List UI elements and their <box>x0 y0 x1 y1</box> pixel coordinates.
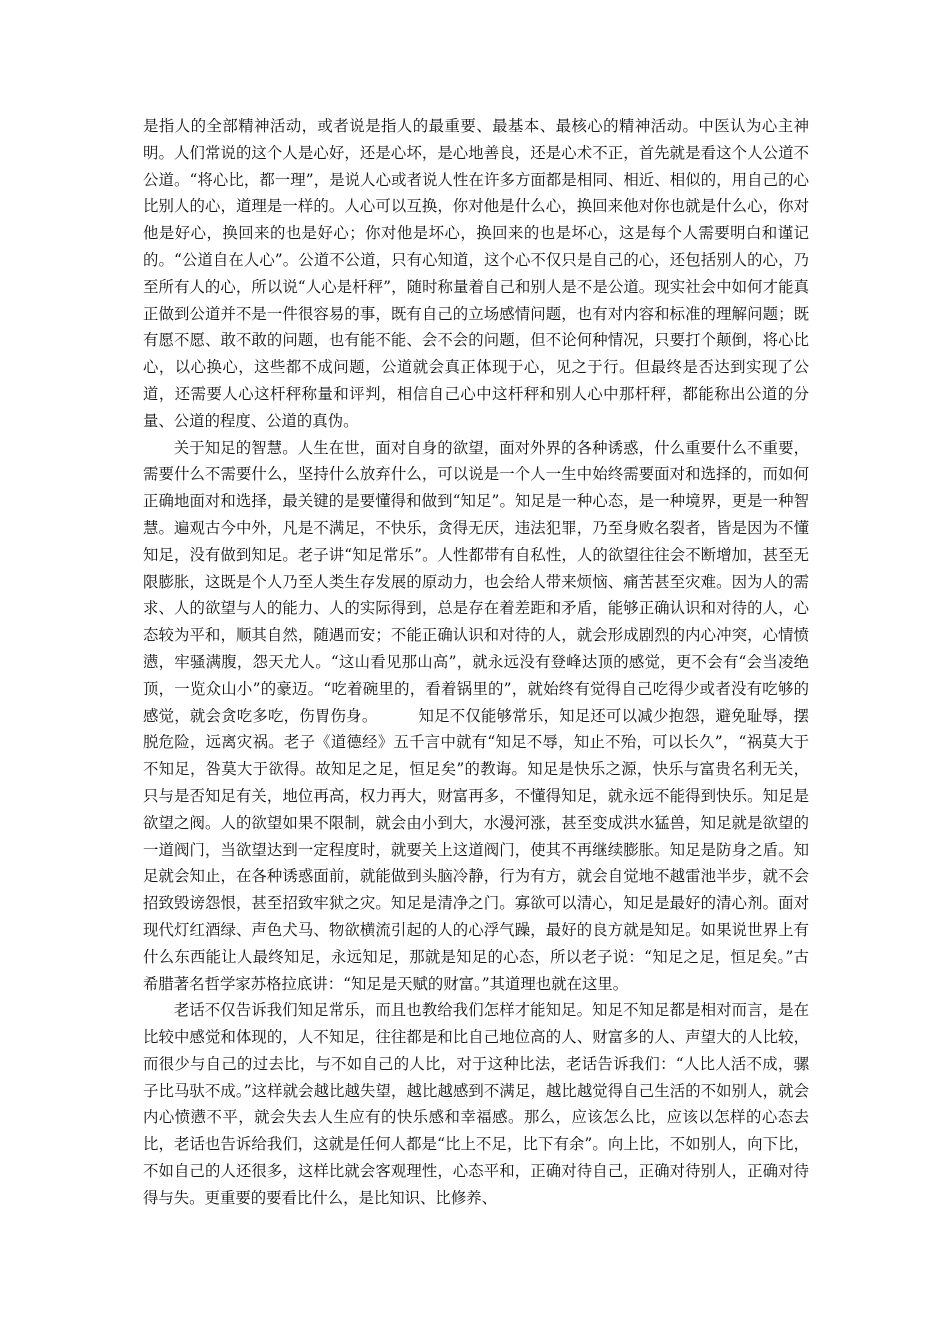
paragraph-gongdao: 是指人的全部精神活动，或者说是指人的最重要、最基本、最核心的精神活动。中医认为心主神明。人们常说的这个人是心好，还是心坏，是心地善良，还是心术不正，首先就是看这个人公道不公道。“将心比，都一理”，是说人心或者说人性在许多方面都是相同、相近、相似的，用自己的心比别人的心，道理是一样的。人心可以互换，你对他是什么心，换回来他对你也就是什么心，你对他是好心，换回来的也是好心；你对他是坏心，换回来的也是坏心，这是每个人需要明白和谨记的。“公道自在人心”。公道不公道，只有心知道，这个心不仅只是自己的心，还包括别人的心，乃至所有人的心，所以说“人心是杆秤”，随时称量着自己和别人是不是公道。现实社会中如何才能真正做到公道并不是一件很容易的事，既有自己的立场感情问题，也有对内容和标准的理解问题；既有愿不愿、敢不敢的问题，也有能不能、会不会的问题，但不论何种情况，只要打个颠倒，将心比心，以心换心，这些都不成问题，公道就会真正体现于心，见之于行。但最终是否达到实现了公道，还需要人心这杆秤称量和评判，相信自己心中这杆秤和别人心中那杆秤，都能称出公道的分量、公道的程度、公道的真伪。 <box>143 117 809 430</box>
paragraph-zhizu-wisdom: 关于知足的智慧。人生在世，面对自身的欲望，面对外界的各种诱惑，什么重要什么不重要，需要什么不需要什么，坚持什么放弃什么，可以说是一个人一生中始终需要面对和选择的，而如何正确地面对和选择，最关键的是要懂得和做到“知足”。知足是一种心态，是一种境界，更是一种智慧。遍观古今中外，凡是不满足，不快乐，贪得无厌，违法犯罪，乃至身败名裂者，皆是因为不懂知足，没有做到知足。老子讲“知足常乐”。人性都带有自私性，人的欲望往往会不断增加，甚至无限膨胀，这既是个人乃至人类生存发展的原动力，也会给人带来烦恼、痛苦甚至灾难。因为人的需求、人的欲望与人的能力、人的实际得到，总是存在着差距和矛盾，能够正确认识和对待的人，心态较为平和，顺其自然，随遇而安；不能正确认识和对待的人，就会形成剧烈的内心冲突，心情愤懑，牢骚满腹，怨天尤人。“这山看见那山高”，就永远没有登峰达顶的感觉，更不会有“会当凌绝顶，一览众山小”的豪迈。“吃着碗里的，看着锅里的”，就始终有觉得自己吃得少或者没有吃够的感觉，就会贪吃多吃，伤胃伤身。 知足不仅能够常乐，知足还可以减少抱怨，避免耻辱，摆脱危险，远离灾祸。老子《道德经》五千言中就有“知足不辱，知止不殆，可以长久”，“祸莫大于不知足，咎莫大于欲得。故知足之足，恒足矣”的教诲。知足是快乐之源，快乐与富贵名利无关，只与是否知足有关，地位再高，权力再大，财富再多，不懂得知足，就永远不能得到快乐。知足是欲望之阀。人的欲望如果不限制，就会由小到大，水漫河涨，甚至变成洪水猛兽，知足就是欲望的一道阀门，当欲望达到一定程度时，就要关上这道阀门，使其不再继续膨胀。知足是防身之盾。知足就会知止，在各种诱惑面前，就能做到头脑冷静，行为有方，就会自觉地不越雷池半步，就不会招致毁谤怨恨，甚至招致牢狱之灾。知足是清净之门。寡欲可以清心，知足是最好的清心剂。面对现代灯红酒绿、声色犬马、物欲横流引起的人的心浮气躁，最好的良方就是知足。如果说世界上有什么东西能让人最终知足，永远知足，那就是知足的心态，所以老子说：“知足之足，恒足矣。”古希腊著名哲学家苏格拉底讲：“知足是天赋的财富。”其道理也就在这里。 <box>143 438 809 993</box>
document-body <box>143 113 809 1212</box>
paragraph-how-to-be-content: 老话不仅告诉我们知足常乐，而且也教给我们怎样才能知足。知足不知足都是相对而言，是在比较中感觉和体现的，人不知足，往往都是和比自己地位高的人、财富多的人、声望大的人比较，而很少与自己的过去比，与不如自己的人比，对于这种比法，老话告诉我们：“人比人活不成，骡子比马驮不成。”这样就会越比越失望，越比越感到不满足，越比越觉得自己生活的不如别人，就会内心愤懑不平，就会失去人生应有的快乐感和幸福感。那么，应该怎么比，应该以怎样的心态去比，老话也告诉给我们，这就是任何人都是“比上不足，比下有余”。向上比，不如别人，向下比，不如自己的人还很多，这样比就会客观理性，心态平和，正确对待自己，正确对待别人，正确对待得与失。更重要的要看比什么，是比知识、比修养、 <box>143 1001 809 1207</box>
